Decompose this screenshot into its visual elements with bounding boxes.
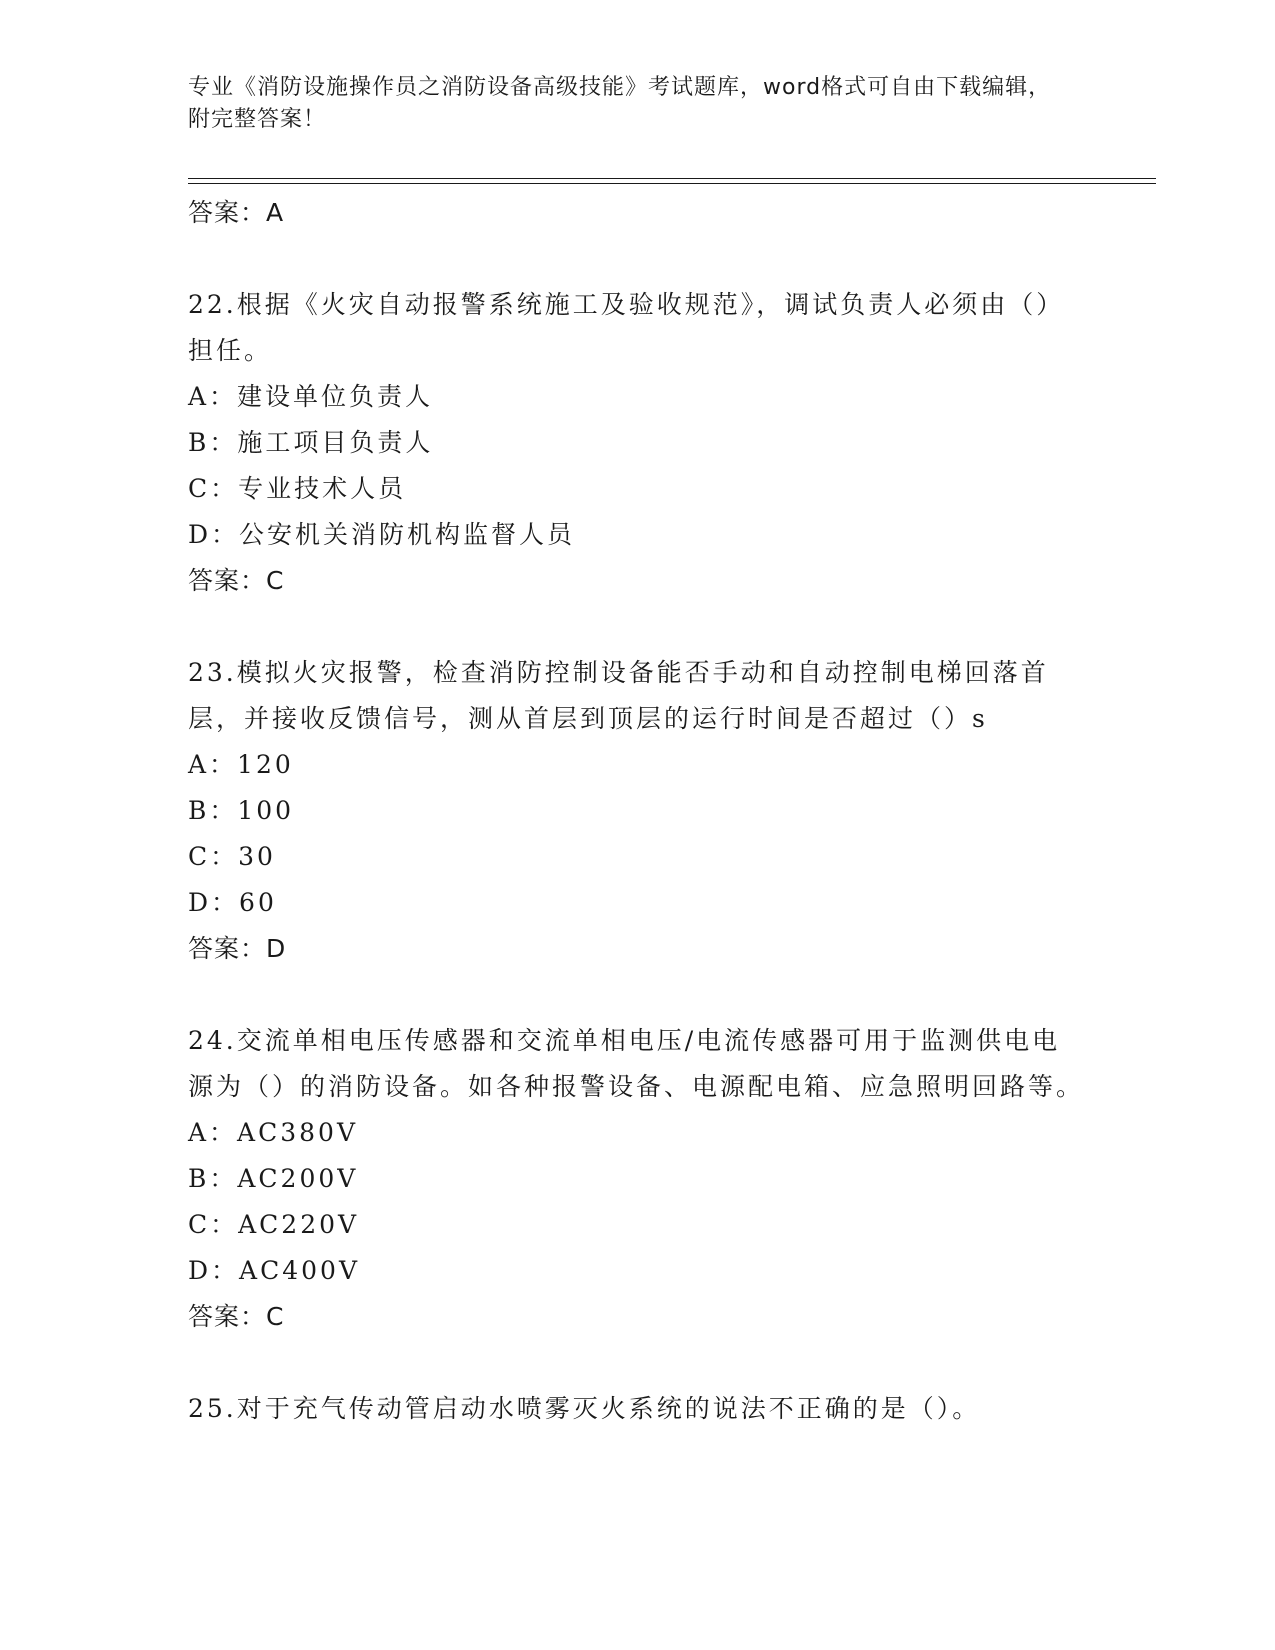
option-c: C：专业技术人员 [188, 474, 407, 503]
answer-line: 答案：D [188, 934, 287, 963]
option-a: A：AC380V [188, 1118, 359, 1147]
answer-line: 答案：C [188, 566, 285, 595]
option-a: A：120 [188, 750, 294, 779]
option-c: C：30 [188, 842, 276, 871]
question-list [188, 190, 1088, 1432]
question-text: 22.根据《火灾自动报警系统施工及验收规范》，调试负责人必须由（）担任。 [188, 290, 1065, 365]
option-d: D：公安机关消防机构监督人员 [188, 520, 576, 549]
option-c: C：AC220V [188, 1210, 360, 1239]
option-b: B：AC200V [188, 1164, 359, 1193]
header-divider-inner [188, 183, 1156, 184]
answer-line: 答案：A [188, 198, 285, 227]
question-text: 23.模拟火灾报警，检查消防控制设备能否手动和自动控制电梯回落首层，并接收反馈信号，测从首层到顶层的运行时间是否超过（）s [188, 658, 1049, 733]
option-b: B：100 [188, 796, 295, 825]
page-header: 专业《消防设施操作员之消防设备高级技能》考试题库，word格式可自由下载编辑，附完整答案！ [188, 75, 1052, 132]
header-divider [188, 178, 1156, 179]
option-d: D：AC400V [188, 1256, 360, 1285]
option-a: A：建设单位负责人 [188, 382, 434, 411]
option-d: D：60 [188, 888, 277, 917]
question-text: 24.交流单相电压传感器和交流单相电压/电流传感器可用于监测供电电源为（）的消防设备。如各种报警设备、电源配电箱、应急照明回路等。 [188, 1026, 1085, 1101]
option-b: B：施工项目负责人 [188, 428, 434, 457]
answer-line: 答案：C [188, 1302, 285, 1331]
question-text: 25.对于充气传动管启动水喷雾灭火系统的说法不正确的是（）。 [188, 1394, 981, 1423]
